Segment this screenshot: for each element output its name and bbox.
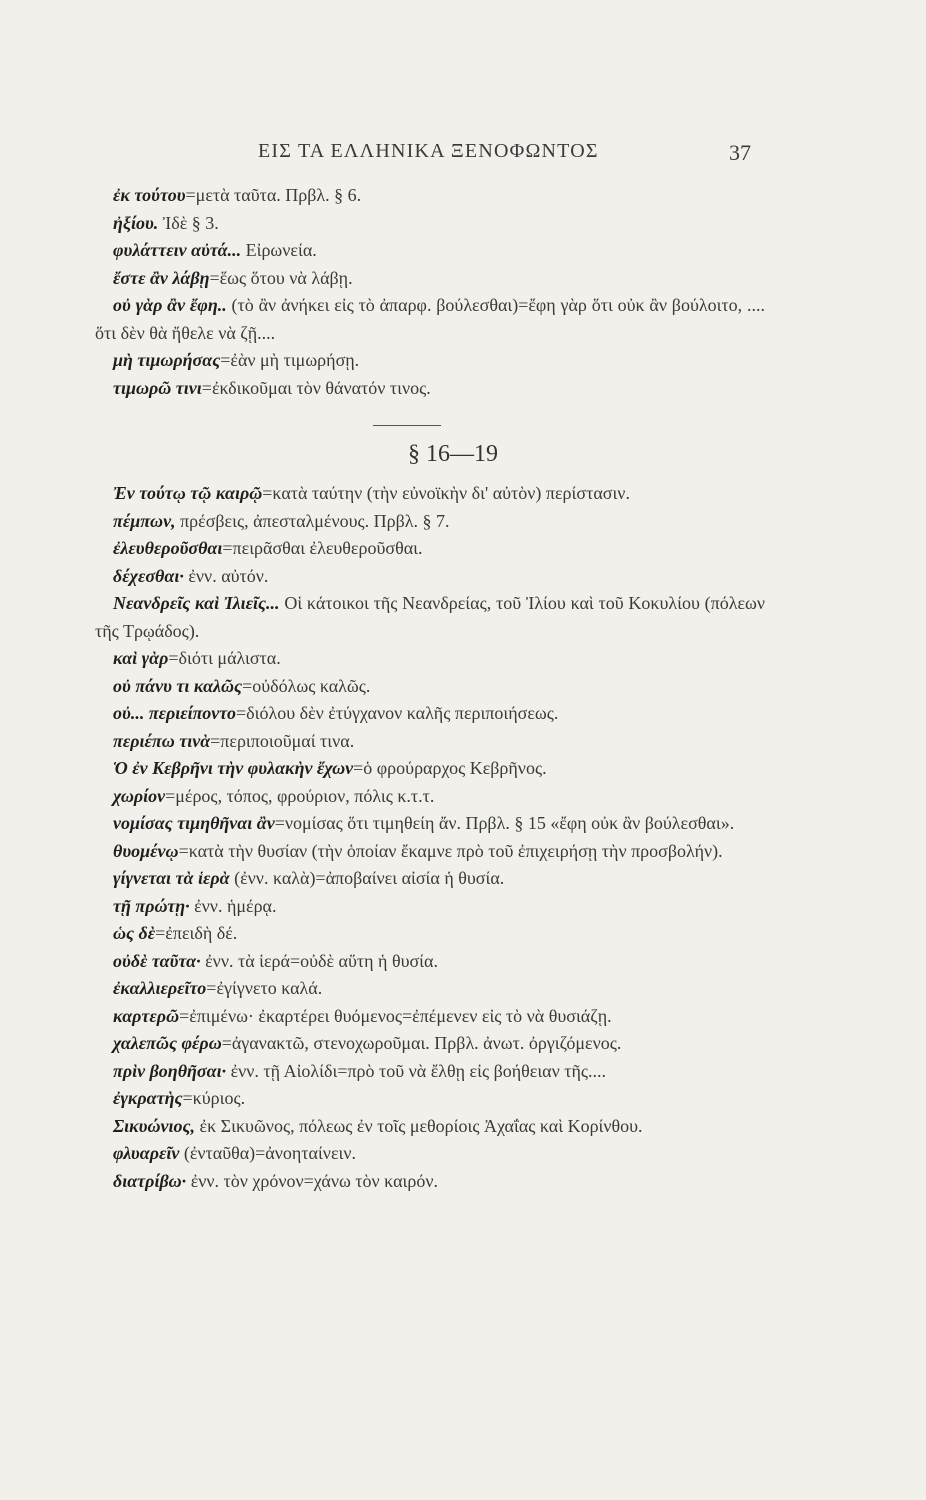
glossary-definition: =μέρος, τόπος, φρούριον, πόλις κ.τ.τ. [165,785,435,806]
glossary-term: οὐ πάνυ τι καλῶς [113,675,243,696]
glossary-term: Νεανδρεῖς καὶ Ἰλιεῖς... [113,593,280,613]
glossary-definition: πρέσβεις, ἀπεσταλμένους. Πρβλ. § 7. [175,510,450,531]
glossary-entry [95,1030,765,1058]
glossary-term: ἐλευθεροῦσθαι [113,538,223,558]
glossary-definition: (τὸ ἂν ἀνήκει εἰς τὸ ἀπαρφ. βούλεσθαι)=ἔφη γὰρ ὅτι οὐκ ἂν βούλοιτο, .... ὅτι δὲν θὰ ἤθελε νὰ ζῇ.... [95,295,765,343]
glossary-term: τῇ πρώτῃ· [113,895,190,916]
glossary-entry [95,810,765,838]
glossary-definition: =οὐδόλως καλῶς. [242,675,371,696]
glossary-definition: ἐνν. αὐτόν. [183,565,269,586]
glossary-entry [95,590,765,645]
glossary-term: οὐδὲ ταῦτα· [113,950,201,971]
glossary-term: ἠξίου. [113,212,159,233]
glossary-definition: =ἀγανακτῶ, στενοχωροῦμαι. Πρβλ. ἀνωτ. ὀργιζόμενος. [221,1033,622,1053]
glossary-term: Ὁ ἐν Κεβρῆνι τὴν φυλακὴν ἔχων [113,758,354,778]
glossary-term: φλυαρεῖν [113,1143,180,1163]
glossary-term: ἐκ τούτου [113,185,186,205]
glossary-definition: =ἐγίγνετο καλά. [206,978,323,998]
glossary-term: γίγνεται τὰ ἱερὰ [113,868,230,888]
glossary-entry [95,182,765,210]
glossary-entry [95,673,765,701]
glossary-entry [95,265,765,293]
page-number: 37 [729,140,751,165]
glossary-definition: Ἰδὲ § 3. [158,212,219,233]
glossary-entry [95,375,765,403]
glossary-definition: =κύριος. [182,1088,246,1108]
glossary-definition: =ἐκδικοῦμαι τὸν θάνατόν τινος. [201,377,431,398]
glossary-term: χαλεπῶς φέρω [113,1033,222,1053]
glossary-definition: Οἱ κάτοικοι τῆς Νεανδρείας, τοῦ Ἰλίου καὶ τοῦ Κοκυλίου (πόλεων τῆς Τρῳάδος). [95,593,765,641]
glossary-definition: =ἐπειδὴ δέ. [155,923,238,943]
glossary-term: ὡς δὲ [113,923,156,943]
glossary-definition: Εἰρωνεία. [241,240,317,260]
glossary-entry [95,237,765,265]
glossary-entry [95,347,765,375]
glossary-term: χωρίον [113,785,166,806]
glossary-definition: =μετὰ ταῦτα. Πρβλ. § 6. [185,185,362,205]
glossary-term: πέμπων, [113,510,176,531]
glossary-term: δέχεσθαι· [113,565,184,586]
glossary-definition: =ἕως ὅτου νὰ λάβῃ. [209,267,353,288]
glossary-term: ἔστε ἂν λάβῃ [113,267,210,288]
glossary-term: καὶ γὰρ [113,648,169,668]
glossary-entry [95,975,765,1003]
glossary-term: θυομένῳ [113,840,179,861]
glossary-entry [95,210,765,238]
glossary-term: νομίσας τιμηθῆναι ἂν [113,813,275,833]
glossary-entry [95,1140,765,1168]
glossary-entry [95,755,765,783]
page-header [0,140,926,170]
running-title: ΕΙΣ ΤΑ ΕΛΛΗΝΙΚΑ ΞΕΝΟΦΩΝΤΟΣ [258,140,599,162]
glossary-definition: =ὁ φρούραρχος Κεβρῆνος. [353,758,547,778]
glossary-term: Ἐν τούτῳ τῷ καιρῷ [113,483,263,503]
glossary-term: ἐγκρατὴς [113,1088,183,1108]
section-heading-text: § 16—19 [408,441,498,467]
glossary-term: πρὶν βοηθῆσαι· [113,1060,227,1081]
glossary-term: φυλάττειν αὐτά... [113,240,242,260]
glossary-entry [95,700,765,728]
glossary-definition: =διόλου δὲν ἐτύγχανον καλῆς περιποιήσεως. [235,703,559,723]
glossary-definition: ἐκ Σικυῶνος, πόλεως ἐν τοῖς μεθορίοις Ἀχαΐας καὶ Κορίνθου. [195,1115,643,1136]
glossary-definition: =κατὰ τὴν θυσίαν (τὴν ὁποίαν ἔκαμνε πρὸ τοῦ ἐπιχειρήσῃ τὴν προσβολήν). [178,840,723,861]
glossary-definition: =ἐπιμένω· ἐκαρτέρει θυόμενος=ἐπέμενεν εἰς τὸ νὰ θυσιάζῃ. [179,1005,612,1026]
glossary-definition: =κατὰ ταύτην (τὴν εὐνοϊκὴν δι' αὐτὸν) περίστασιν. [262,483,630,503]
glossary-block-1 [95,182,765,402]
glossary-entry [95,563,765,591]
glossary-definition: ἐνν. ἡμέρᾳ. [189,895,277,916]
glossary-entry [95,920,765,948]
glossary-definition: ἐνν. τῇ Αἰολίδι=πρὸ τοῦ νὰ ἔλθῃ εἰς βοήθειαν τῆς.... [226,1060,607,1081]
glossary-entry [95,728,765,756]
glossary-entry [95,535,765,563]
glossary-entry [95,865,765,893]
glossary-term: μὴ τιμωρήσας [113,350,221,370]
glossary-entry [95,1113,765,1141]
glossary-term: τιμωρῶ τινι [113,377,202,398]
glossary-term: περιέπω τινὰ [113,730,211,751]
glossary-block-2 [95,480,765,1195]
glossary-term: ἐκαλλιερεῖτο [113,978,207,998]
section-divider [373,425,441,426]
glossary-definition: =διότι μάλιστα. [168,648,281,668]
glossary-entry [95,1058,765,1086]
glossary-definition: =νομίσας ὅτι τιμηθείη ἄν. Πρβλ. § 15 «ἔφη οὐκ ἂν βούλεσθαι». [274,813,735,833]
glossary-entry [95,292,765,347]
glossary-entry [95,645,765,673]
glossary-term: οὐ... περιείποντο [113,703,236,723]
glossary-entry [95,1003,765,1031]
glossary-definition: =ἐὰν μὴ τιμωρήσῃ. [220,350,360,370]
glossary-entry [95,838,765,866]
glossary-entry [95,1085,765,1113]
glossary-entry [95,1168,765,1196]
glossary-term: καρτερῶ [113,1005,180,1026]
glossary-term: διατρίβω· [113,1170,187,1191]
glossary-entry [95,783,765,811]
glossary-definition: =πειρᾶσθαι ἐλευθεροῦσθαι. [222,538,423,558]
glossary-definition: =περιποιοῦμαί τινα. [210,730,355,751]
glossary-entry [95,508,765,536]
glossary-term: οὐ γὰρ ἂν ἔφη.. [113,295,227,315]
glossary-definition: ἐνν. τὸν χρόνον=χάνω τὸν καιρόν. [186,1170,438,1191]
glossary-entry [95,893,765,921]
glossary-definition: (ἐνν. καλὰ)=ἀποβαίνει αἰσία ἡ θυσία. [229,868,505,888]
glossary-definition: ἐνν. τὰ ἱερά=οὐδὲ αὕτη ἡ θυσία. [200,950,438,971]
glossary-entry [95,480,765,508]
glossary-entry [95,948,765,976]
section-heading [0,441,926,468]
glossary-definition: (ἐνταῦθα)=ἀνοηταίνειν. [179,1143,356,1163]
glossary-term: Σικυώνιος, [113,1115,196,1136]
